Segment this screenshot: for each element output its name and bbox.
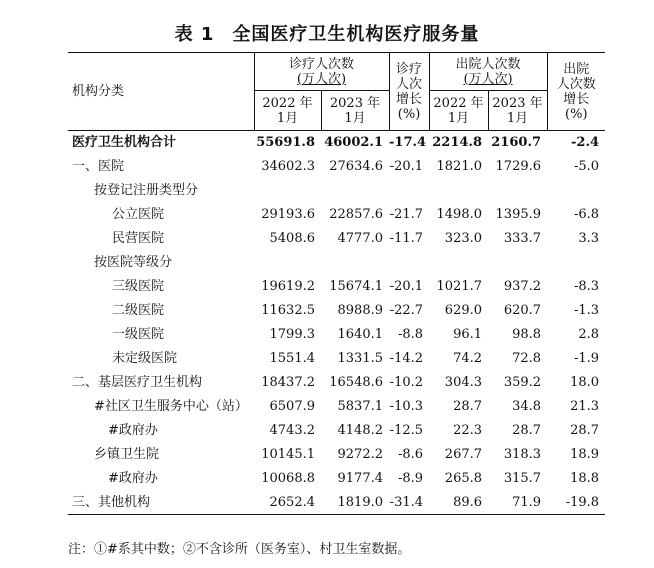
header-discharge-2023	[488, 91, 547, 131]
header-visits-group-line2: (万人次)	[296, 71, 347, 87]
cell-discharge-2023: 34.8	[512, 399, 542, 414]
cell-visits-growth: -12.5	[389, 423, 424, 438]
row-label: 未定级医院	[112, 351, 178, 366]
cell-discharge-growth: 2.8	[578, 327, 600, 342]
header-visits-2022-year: 2022 年	[262, 95, 313, 111]
row-label: #政府办	[108, 471, 158, 486]
row-label: 一级医院	[112, 327, 165, 342]
cell-discharge-2023: 2160.7	[488, 131, 547, 155]
table-header	[68, 53, 605, 131]
cell-visits-growth: -10.3	[389, 399, 424, 414]
cell-visits-growth: -22.7	[389, 303, 424, 318]
cell-discharge-growth: 3.3	[578, 231, 600, 246]
cell-visits-2022: 34602.3	[261, 159, 315, 174]
cell-discharge-2022: 22.3	[453, 423, 483, 438]
header-discharge-2022-year: 2022 年	[433, 95, 484, 111]
cell-visits-2023: 9177.4	[337, 471, 384, 486]
cell-visits-growth: -10.2	[389, 375, 424, 390]
row-label: 二级医院	[112, 303, 165, 318]
cell-discharge-2022: 1021.7	[436, 279, 483, 294]
cell-discharge-2022: 28.7	[453, 399, 483, 414]
cell-discharge-2023: 71.9	[488, 491, 547, 515]
table-row	[68, 179, 605, 203]
table-body	[68, 131, 605, 515]
cell-discharge-2022: 323.0	[444, 231, 483, 246]
row-label: 一、医院	[72, 159, 125, 174]
cell-visits-2022: 5408.6	[269, 231, 315, 246]
row-label: 三、其他机构	[68, 491, 254, 515]
cell-visits-2022: 2652.4	[254, 491, 321, 515]
cell-discharge-2022: 267.7	[444, 447, 483, 462]
header-discharge-growth-line3: 增长	[563, 91, 590, 107]
row-label: 医疗卫生机构合计	[68, 131, 254, 155]
cell-discharge-2022: 265.8	[444, 471, 483, 486]
cell-discharge-2023: 28.7	[512, 423, 542, 438]
cell-visits-2022: 29193.6	[261, 207, 315, 222]
cell-discharge-growth: 21.3	[570, 399, 600, 414]
cell-visits-2023: 8988.9	[337, 303, 384, 318]
cell-discharge-2022	[429, 179, 488, 203]
header-visits-2023-year: 2023 年	[329, 95, 381, 111]
cell-discharge-2023: 318.3	[503, 447, 542, 462]
cell-visits-2023: 9272.2	[337, 447, 384, 462]
header-visits-growth-line4: (%)	[397, 106, 421, 122]
cell-visits-2023: 22857.6	[329, 207, 384, 222]
cell-visits-2023: 16548.6	[329, 375, 384, 390]
header-discharge-2023-year: 2023 年	[492, 95, 543, 111]
header-visits-2023	[321, 91, 389, 131]
table-row	[68, 467, 605, 491]
cell-visits-growth: -20.1	[389, 159, 424, 174]
cell-discharge-2023: 72.8	[512, 351, 542, 366]
cell-discharge-growth: 18.0	[570, 375, 600, 390]
cell-visits-2022: 10145.1	[261, 447, 315, 462]
cell-visits-2022	[254, 251, 321, 275]
cell-visits-growth	[389, 179, 429, 203]
cell-discharge-growth: -2.4	[547, 131, 605, 155]
cell-visits-2022: 11632.5	[261, 303, 315, 318]
cell-visits-2022: 55691.8	[254, 131, 321, 155]
header-discharge-growth	[547, 53, 605, 131]
header-visits-2022	[254, 91, 321, 131]
table-footnote: 注：①#系其中数；②不含诊所（医务室）、村卫生室数据。	[68, 542, 411, 557]
cell-visits-2022: 18437.2	[261, 375, 315, 390]
cell-visits-2022	[254, 179, 321, 203]
cell-visits-growth: -31.4	[389, 491, 429, 515]
cell-discharge-growth: 18.8	[570, 471, 600, 486]
header-discharge-group-line1: 出院人次数	[455, 56, 521, 72]
header-discharge-group	[429, 53, 547, 91]
cell-discharge-growth	[547, 179, 605, 203]
cell-visits-2023: 4777.0	[337, 231, 384, 246]
cell-discharge-2022: 96.1	[453, 327, 483, 342]
cell-visits-2022: 4743.2	[269, 423, 315, 438]
header-discharge-growth-line2: 人次数	[556, 76, 596, 92]
cell-visits-growth: -11.7	[389, 231, 424, 246]
cell-visits-2022: 6507.9	[269, 399, 315, 414]
cell-discharge-2022: 1498.0	[436, 207, 483, 222]
cell-visits-2023: 5837.1	[337, 399, 384, 414]
header-discharge-2022	[429, 91, 488, 131]
cell-discharge-growth	[547, 251, 605, 275]
row-label: 二、基层医疗卫生机构	[72, 375, 203, 390]
row-label: 公立医院	[112, 207, 165, 222]
table-row	[68, 323, 605, 347]
cell-visits-2023: 1819.0	[321, 491, 389, 515]
header-discharge-growth-line1: 出院	[563, 61, 590, 77]
table-row	[68, 371, 605, 395]
table-row	[68, 131, 605, 155]
table-row	[68, 347, 605, 371]
cell-visits-2022: 1799.3	[269, 327, 315, 342]
table-title	[0, 20, 654, 46]
row-label: 三级医院	[112, 279, 165, 294]
cell-discharge-growth: -19.8	[547, 491, 605, 515]
cell-discharge-growth: -1.9	[573, 351, 600, 366]
cell-visits-growth: -14.2	[389, 351, 424, 366]
cell-discharge-growth: -8.3	[573, 279, 600, 294]
cell-discharge-growth: -1.3	[573, 303, 600, 318]
cell-discharge-2023: 1395.9	[495, 207, 542, 222]
cell-visits-2023	[321, 179, 389, 203]
cell-discharge-2023: 359.2	[503, 375, 542, 390]
cell-discharge-2022: 74.2	[453, 351, 483, 366]
cell-visits-growth	[389, 251, 429, 275]
row-label: #社区卫生服务中心（站）	[94, 399, 248, 414]
cell-visits-2023: 15674.1	[329, 279, 384, 294]
cell-visits-2022: 1551.4	[269, 351, 315, 366]
cell-discharge-2023: 1729.6	[495, 159, 542, 174]
cell-visits-growth: -17.4	[389, 131, 429, 155]
header-visits-growth-line1: 诊疗	[396, 61, 423, 77]
cell-visits-2023: 1640.1	[337, 327, 384, 342]
cell-visits-2023: 4148.2	[337, 423, 384, 438]
table-row	[68, 491, 605, 515]
header-category: 机构分类	[68, 53, 254, 131]
cell-visits-2023: 1331.5	[337, 351, 384, 366]
cell-visits-growth: -21.7	[389, 207, 424, 222]
cell-discharge-2022: 89.6	[429, 491, 488, 515]
table-title-text: 全国医疗卫生机构医疗服务量	[232, 24, 480, 45]
header-visits-growth-line3: 增长	[396, 91, 423, 107]
cell-discharge-2022: 1821.0	[436, 159, 483, 174]
header-visits-growth-line2: 人次	[396, 76, 423, 92]
header-visits-growth	[389, 53, 429, 131]
table-row	[68, 155, 605, 179]
header-discharge-2023-month: 1月	[506, 110, 529, 126]
table-row	[68, 227, 605, 251]
cell-visits-growth: -8.9	[397, 471, 424, 486]
cell-visits-growth: -8.6	[397, 447, 424, 462]
cell-discharge-2023: 315.7	[503, 471, 542, 486]
row-label: 民营医院	[112, 231, 165, 246]
table-row	[68, 443, 605, 467]
cell-discharge-growth: 28.7	[570, 423, 600, 438]
cell-visits-growth: -20.1	[389, 279, 424, 294]
table-row	[68, 299, 605, 323]
cell-discharge-2022: 2214.8	[429, 131, 488, 155]
cell-discharge-2023: 620.7	[503, 303, 542, 318]
row-label: 按登记注册类型分	[94, 183, 199, 198]
cell-visits-2022: 10068.8	[261, 471, 315, 486]
row-label: #政府办	[108, 423, 158, 438]
cell-visits-2023: 27634.6	[329, 159, 384, 174]
table-row	[68, 275, 605, 299]
cell-discharge-2023	[488, 251, 547, 275]
cell-discharge-growth: -6.8	[573, 207, 600, 222]
cell-visits-growth: -8.8	[397, 327, 424, 342]
row-label: 乡镇卫生院	[94, 447, 160, 462]
table-row	[68, 203, 605, 227]
header-discharge-group-line2: (万人次)	[463, 71, 513, 87]
cell-visits-2022: 19619.2	[261, 279, 315, 294]
table-row	[68, 419, 605, 443]
cell-visits-2023	[321, 251, 389, 275]
table-number: 表 1	[174, 24, 215, 45]
table-row	[68, 251, 605, 275]
header-visits-group-line1: 诊疗人次数	[289, 56, 355, 72]
cell-discharge-growth: 18.9	[570, 447, 600, 462]
medical-services-table	[68, 52, 605, 515]
cell-discharge-growth: -5.0	[573, 159, 600, 174]
cell-visits-2023: 46002.1	[321, 131, 389, 155]
cell-discharge-2023: 333.7	[503, 231, 542, 246]
row-label: 按医院等级分	[94, 255, 173, 270]
header-visits-2022-month: 1月	[276, 110, 299, 126]
header-visits-2023-month: 1月	[344, 110, 366, 126]
cell-discharge-2023: 937.2	[503, 279, 542, 294]
header-discharge-growth-line4: (%)	[565, 106, 588, 122]
header-discharge-2022-month: 1月	[447, 110, 470, 126]
cell-discharge-2023: 98.8	[512, 327, 542, 342]
cell-discharge-2022: 629.0	[444, 303, 483, 318]
table-row	[68, 395, 605, 419]
cell-discharge-2022: 304.3	[444, 375, 483, 390]
cell-discharge-2022	[429, 251, 488, 275]
header-visits-group	[254, 53, 389, 91]
cell-discharge-2023	[488, 179, 547, 203]
